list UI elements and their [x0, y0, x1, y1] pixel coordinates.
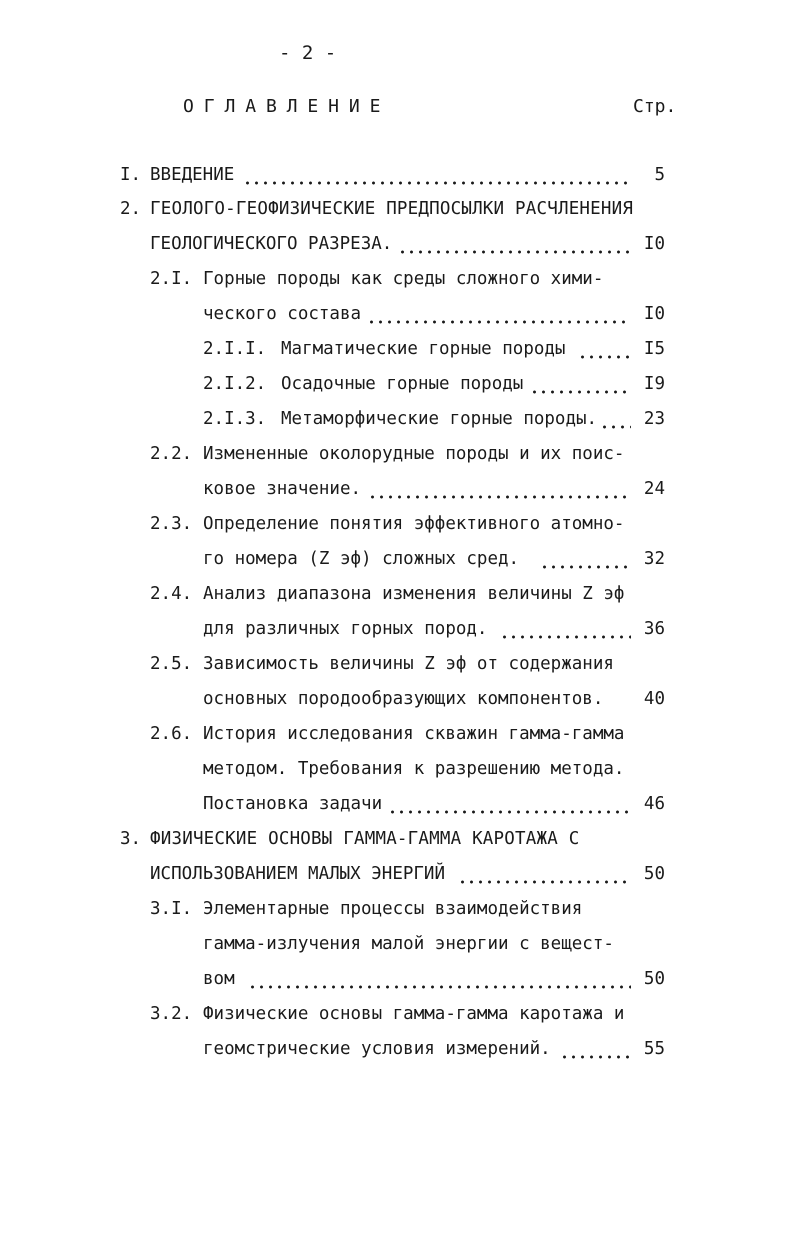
entry-title-line2: методом. Требования к разрешению метода.: [203, 759, 625, 779]
entry-title-line1: История исследования скважин гамма-гамма: [203, 724, 625, 744]
entry-title: ВВЕДЕНИЕ: [150, 165, 235, 185]
entry-title: Осадочные горные породы: [281, 374, 524, 394]
entry-title-line1: Элементарные процессы взаимодействия: [203, 899, 583, 919]
entry-page: 40: [643, 689, 665, 709]
entry-page: I0: [643, 304, 665, 324]
entry-title-line2: для различных горных пород.: [203, 619, 488, 639]
dot-leader: [367, 319, 631, 325]
entry-page: 50: [643, 864, 665, 884]
dot-leader: [540, 564, 631, 570]
entry-number: 3.2.: [150, 1004, 193, 1024]
entry-title-line2: го номера (Z эф) сложных сред.: [203, 549, 520, 569]
entry-number: I.: [120, 165, 142, 185]
dot-leader: [398, 249, 631, 255]
entry-title-line3: вом: [203, 969, 235, 989]
entry-number: 2.5.: [150, 654, 193, 674]
entry-title-line1: Физические основы гамма-гамма каротажа и: [203, 1004, 625, 1024]
page-column-label: Стр.: [633, 96, 677, 117]
entry-title-line3: Постановка задачи: [203, 794, 383, 814]
entry-page: 32: [643, 549, 665, 569]
entry-number: 2.2.: [150, 444, 193, 464]
dot-leader: [248, 984, 631, 990]
entry-page: 5: [654, 165, 665, 185]
dot-leader: [560, 1054, 631, 1060]
entry-number: 3.I.: [150, 899, 193, 919]
dot-leader: [578, 354, 631, 360]
entry-number: 2.I.: [150, 269, 193, 289]
entry-number: 3.: [120, 829, 142, 849]
entry-page: 23: [643, 409, 665, 429]
entry-number: 2.I.2.: [203, 374, 267, 394]
page-number: - 2 -: [279, 42, 337, 64]
entry-number: 2.: [120, 199, 142, 219]
dot-leader: [388, 809, 631, 815]
entry-title-line2: основных породообразующих компонентов.: [203, 689, 604, 709]
entry-page: 50: [643, 969, 665, 989]
dot-leader: [243, 180, 631, 186]
entry-title-line1: ГЕОЛОГО-ГЕОФИЗИЧЕСКИЕ ПРЕДПОСЫЛКИ РАСЧЛЕНЕНИЯ: [150, 199, 634, 219]
entry-number: 2.6.: [150, 724, 193, 744]
entry-title: Магматические горные породы: [281, 339, 566, 359]
entry-number: 2.I.3.: [203, 409, 267, 429]
entry-page: I9: [643, 374, 665, 394]
entry-title: Метаморфические горные породы.: [281, 409, 598, 429]
entry-page: 46: [643, 794, 665, 814]
entry-number: 2.3.: [150, 514, 193, 534]
entry-title-line1: Измененные околорудные породы и их поис-: [203, 444, 625, 464]
entry-title-line1: Анализ диапазона изменения величины Z эф: [203, 584, 625, 604]
entry-title-line2: ИСПОЛЬЗОВАНИЕМ МАЛЫХ ЭНЕРГИЙ: [150, 864, 446, 884]
entry-number: 2.I.I.: [203, 339, 267, 359]
entry-title-line2: ковое значение.: [203, 479, 362, 499]
entry-page: 55: [643, 1039, 665, 1059]
entry-title-line2: геомстрические условия измерений.: [203, 1039, 551, 1059]
entry-page: 36: [643, 619, 665, 639]
entry-title-line1: Горные породы как среды сложного хими-: [203, 269, 604, 289]
entry-page: I0: [643, 234, 665, 254]
entry-page: I5: [643, 339, 665, 359]
dot-leader: [530, 389, 631, 395]
entry-title-line1: Зависимость величины Z эф от содержания: [203, 654, 614, 674]
entry-title-line2: ГЕОЛОГИЧЕСКОГО РАЗРЕЗА.: [150, 234, 393, 254]
entry-title-line2: ческого состава: [203, 304, 362, 324]
entry-number: 2.4.: [150, 584, 193, 604]
dot-leader: [458, 879, 631, 885]
entry-title-line2: гамма-излучения малой энергии с вещест-: [203, 934, 614, 954]
entry-title-line1: Определение понятия эффективного атомно-: [203, 514, 625, 534]
entry-title-line1: ФИЗИЧЕСКИЕ ОСНОВЫ ГАММА-ГАММА КАРОТАЖА С: [150, 829, 580, 849]
entry-page: 24: [643, 479, 665, 499]
dot-leader: [368, 494, 631, 500]
toc-title: ОГЛАВЛЕНИЕ: [183, 96, 391, 117]
dot-leader: [500, 634, 631, 640]
